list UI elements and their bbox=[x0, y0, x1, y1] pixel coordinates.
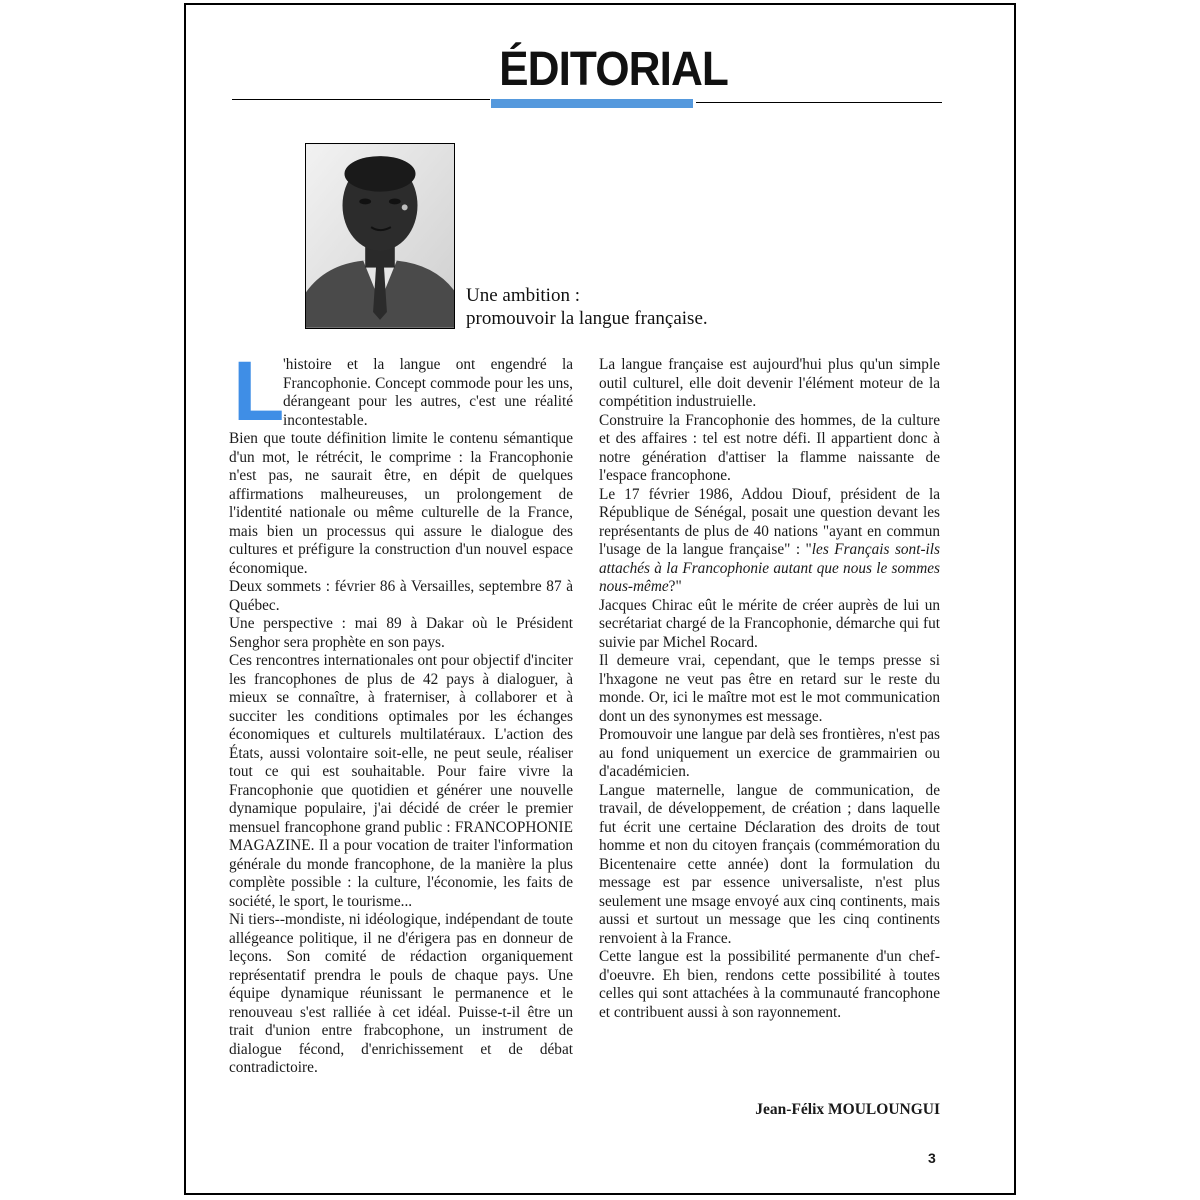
title-accent-bar bbox=[491, 99, 693, 108]
paragraph: La langue française est aujourd'hui plus qu'un simple outil culturel, elle doit devenir l'élément moteur de la compétition industruielle. bbox=[599, 356, 940, 410]
subtitle-line-1: Une ambition : bbox=[466, 285, 580, 306]
paragraph: Bien que toute définition limite le contenu sémantique d'un mot, le rétrécit, le comprime : la Francophonie n'est pas, ne saurait être, en dépit de quelques affirmations malheureuses, un prolongement de l'identité nationale ou même culturelle de la France, mais bien un processus qui assure le dialogue des cultures et préfigure la construction d'un nouvel espace économique. bbox=[229, 430, 573, 577]
header-rule-right bbox=[696, 102, 942, 103]
diouf-quote: les Français sont-ils attachés à la Francophonie autant que nous le sommes nous-même bbox=[599, 541, 940, 595]
article-column-left bbox=[229, 344, 573, 1078]
page-title: ÉDITORIAL bbox=[499, 43, 728, 96]
author-portrait bbox=[305, 143, 455, 329]
article-column-right bbox=[599, 356, 940, 1022]
paragraph: Langue maternelle, langue de communication, de travail, de développement, de création ; dans laquelle fut écrit une certaine Déclaration des droits de tout homme et non du citoyen français (commémoration du Bicentenaire cette année) dont la formulation du message est par essence universaliste, n'est plus seulement une msage envoyé aux cinq continents, mais aussi et surtout un message que les cinq continents renvoient à la France. bbox=[599, 781, 940, 947]
paragraph: Une perspective : mai 89 à Dakar où le Président Senghor sera prophète en son pays. bbox=[229, 615, 573, 651]
paragraph: Il demeure vrai, cependant, que le temps presse si l'hxagone ne veut pas être en retard sur le reste du monde. Or, ici le maître mot est le mot communication dont un des synonymes est message. bbox=[599, 652, 940, 725]
paragraph: Cette langue est la possibilité permanente d'un chef-d'oeuvre. Eh bien, rendons cette possibilité à toutes celles qui sont attachées à la communauté francophone et contribuent aussi à son rayonnement. bbox=[599, 948, 940, 1021]
author-signature: Jean-Félix MOULOUNGUI bbox=[755, 1101, 940, 1118]
subtitle-line-2: promouvoir la langue française. bbox=[466, 308, 708, 329]
paragraph-text: Le 17 février 1986, Addou Diouf, président de la République de Sénégal, posait une question devant les représentants de plus de 40 nations "ayant en commun l'usage de la langue française" : " bbox=[599, 485, 940, 558]
header-rule-left bbox=[232, 99, 490, 100]
paragraph-text: 'histoire et la langue ont engendré la Francophonie. Concept commode pour les uns, dérangeant pour les autres, c'est une réalité incontestable. bbox=[283, 356, 573, 429]
paragraph bbox=[229, 344, 573, 438]
paragraph: Promouvoir une langue par delà ses frontières, n'est pas au fond uniquement un exercice de grammairien ou d'académicien. bbox=[599, 726, 940, 780]
drop-cap: L bbox=[233, 344, 285, 438]
page-number: 3 bbox=[928, 1150, 936, 1166]
quote-end: ?" bbox=[668, 578, 682, 595]
paragraph: Ces rencontres internationales ont pour objectif d'inciter les francophones de plus de 42 pays à dialoguer, à mieux se connaître, à fraterniser, à collaborer et à succiter les conditions optimales por les échanges économiques et culturels multilatéraux. L'action des États, aussi volontaire soit-elle, ne peut seule, réaliser tout ce qui est souhaitable. Pour faire vivre la Francophonie que quotidien et générer une nouvelle dynamique populaire, j'ai décidé de créer le premier mensuel francophone grand public : FRANCOPHONIE MAGAZINE. Il a pour vocation de traiter l'information générale du monde francophone, de la manière la plus complète possible : la culture, l'économie, les faits de société, le sport, le tourisme... bbox=[229, 652, 573, 910]
paragraph: Jacques Chirac eût le mérite de créer auprès de lui un secrétariat chargé de la Francophonie, démarche qui fut suivie par Michel Rocard. bbox=[599, 596, 940, 651]
paragraph: Ni tiers--mondiste, ni idéologique, indépendant de toute allégeance politique, il ne d'érigera pas en donneur de leçons. Son comité de rédaction organiquement représentatif prendra le pouls de chaque pays. Une équipe dynamique réunissant le permanence et le renouveau s'est ralliée à cet idéal. Puisse-t-il être un trait d'union entre frabcophone, un instrument de dialogue fécond, d'enrichissement et de débat contradictoire. bbox=[229, 911, 573, 1076]
portrait-photo bbox=[306, 144, 454, 328]
paragraph: Deux sommets : février 86 à Versailles, septembre 87 à Québec. bbox=[229, 578, 573, 614]
paragraph bbox=[599, 486, 940, 597]
subtitle bbox=[466, 284, 786, 330]
paragraph: Construire la Francophonie des hommes, de la culture et des affaires : tel est notre défi. Il appartient donc à notre génération d'attiser la flamme naissante de l'espace francophone. bbox=[599, 411, 940, 484]
